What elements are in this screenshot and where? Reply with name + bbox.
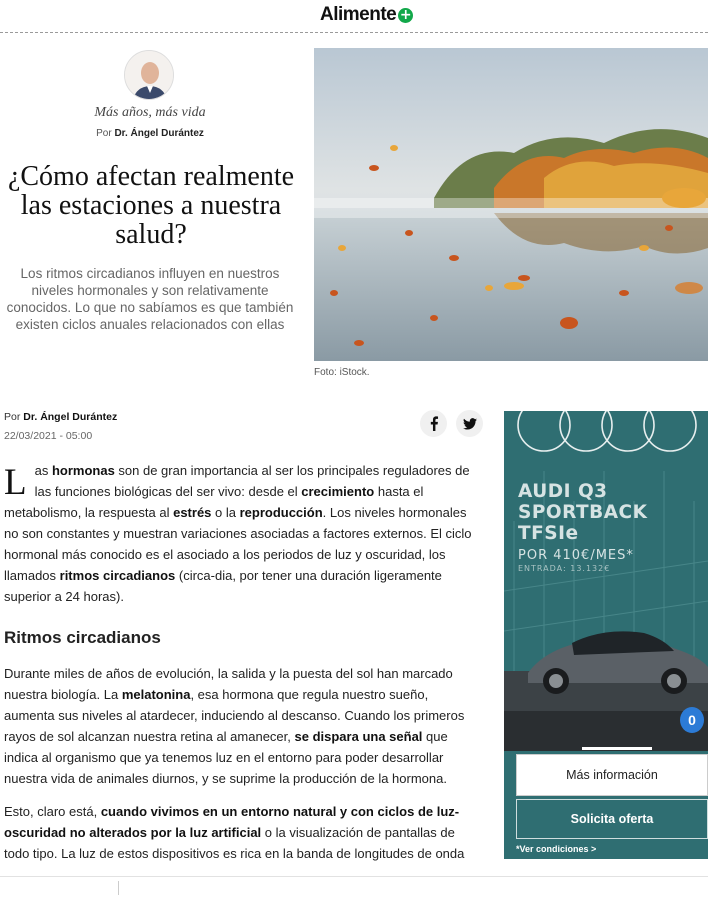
section-name[interactable]: Más años, más vida <box>94 105 206 120</box>
ad-badge[interactable]: 0 <box>680 707 704 733</box>
logo-text: Alimente <box>320 4 397 25</box>
paragraph-3: Esto, claro está, cuando vivimos en un entorno natural y con ciclos de luz-oscuridad no alterados por la luz artificial o la visualización de pantallas de todo tipo. La luz de estos dispositivos es rica en la banda de longitudes de onda <box>4 804 465 861</box>
article-byline <box>4 411 117 423</box>
more-info-button[interactable]: Más información <box>516 754 708 796</box>
hero-byline <box>0 128 300 139</box>
drop-cap: L <box>4 462 27 503</box>
bottom-divider <box>118 881 119 895</box>
ad-conditions-link[interactable]: *Ver condiciones > <box>516 844 597 854</box>
byline-prefix: Por <box>96 128 112 139</box>
article-subtitle: Los ritmos circadianos influyen en nuestros niveles hormonales y son relativamente conocidos. Lo que no sabíamos es que también existen ciclos anuales relacionados con ellas <box>6 266 294 332</box>
paragraph-1: Las hormonas son de gran importancia al ser los principales reguladores de las funciones biológicas del ser vivo: desde el crecimiento hasta el metabolismo, la respuesta al estrés o la reproducción. Los niveles hormonales no son constantes y muestran variaciones asociadas a factores externos. El ciclo hormonal más conocido es el asociado a los periodos de luz y oscuridad, los llamados ritmos circadianos (circa-dia, por tener una duración ligeramente superior a 24 horas). <box>4 462 472 604</box>
article-body <box>4 460 482 864</box>
byline-author[interactable]: Dr. Ángel Durántez <box>114 128 204 139</box>
share-facebook-button[interactable] <box>420 410 447 437</box>
share-twitter-button[interactable] <box>456 410 483 437</box>
ad-headline: AUDI Q3 SPORTBACK TFSIe <box>518 481 648 544</box>
audi-ad-banner[interactable] <box>504 411 708 859</box>
plus-icon: + <box>399 6 412 23</box>
section-heading: Ritmos circadianos <box>4 628 161 647</box>
site-logo[interactable] <box>320 4 413 26</box>
paragraph-2: Durante miles de años de evolución, la salida y la puesta del sol han marcado nuestra biología. La melatonina, esa hormona que regula nuestro sueño, aumenta sus niveles al atardecer, induciendo al descanso. Cuando los primeros rayos de sol alcanzan nuestra retina al amanecer, se dispara una señal que indica al organismo que ya tenemos luz en el entorno para poder desarrollar nuestra vida de animales diurnos, y se suprime la producción de la hormona. <box>4 666 465 786</box>
bottom-sticky-bar <box>0 876 708 902</box>
page-title: ¿Cómo afectan realmente las estaciones a nuestra salud? <box>7 161 295 250</box>
top-bar <box>0 0 708 33</box>
meta-prefix: Por <box>4 411 21 423</box>
author-avatar[interactable] <box>124 50 174 100</box>
ad-price: POR 410€/MES* <box>518 548 634 563</box>
article-date: 22/03/2021 - 05:00 <box>4 430 93 442</box>
meta-author-link[interactable]: Dr. Ángel Durántez <box>23 411 118 423</box>
facebook-icon <box>429 416 439 431</box>
ad-entrada: ENTRADA: 13.132€ <box>518 564 611 573</box>
request-offer-button[interactable]: Solicita oferta <box>516 799 708 839</box>
hero-image <box>314 48 708 361</box>
image-caption: Foto: iStock. <box>314 367 370 378</box>
twitter-icon <box>463 418 477 430</box>
